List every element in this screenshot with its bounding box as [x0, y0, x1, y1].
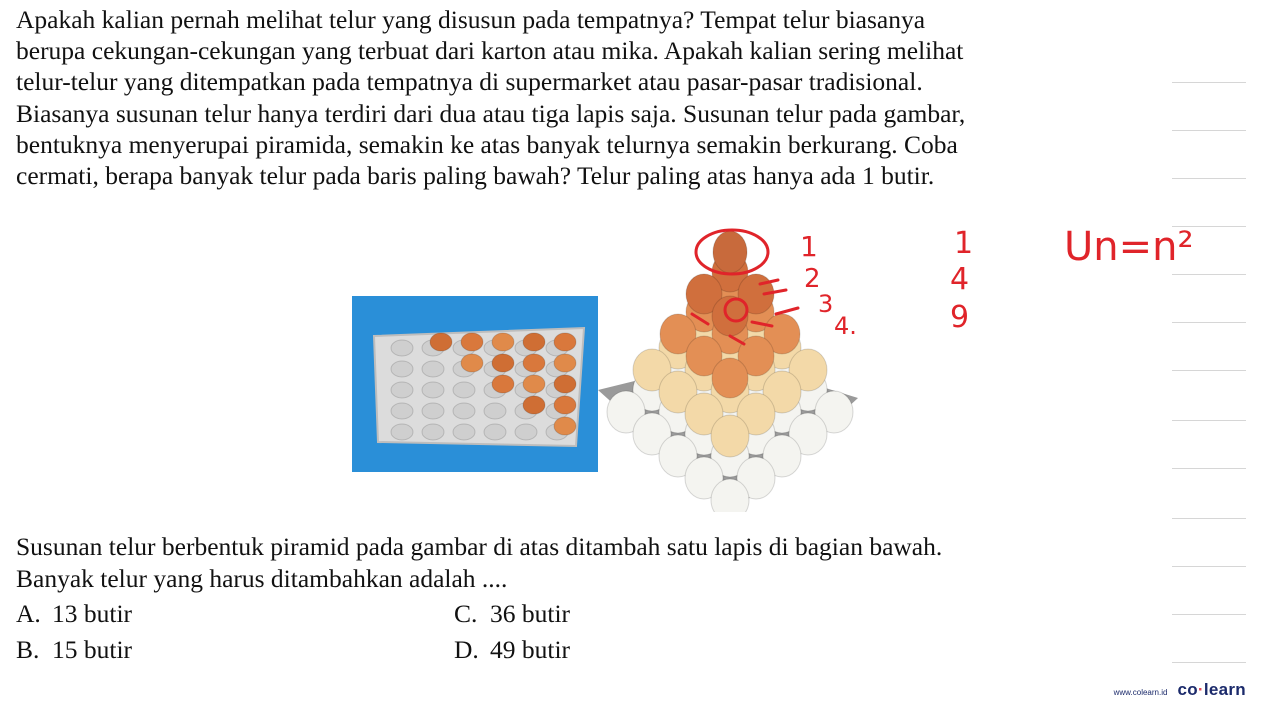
- colearn-logo: co·learn: [1177, 680, 1246, 699]
- dash-mark: [730, 336, 744, 344]
- tray-cup: [422, 361, 444, 377]
- brown-egg: [461, 333, 483, 351]
- tray-cup: [422, 403, 444, 419]
- paragraph-line: Apakah kalian pernah melihat telur yang disusun pada tempatnya? Tempat telur biasanya: [16, 5, 926, 34]
- list-number: 4: [950, 262, 970, 297]
- paragraph-line: cermati, berapa banyak telur pada baris paling bawah? Telur paling atas hanya ada 1 butir.: [16, 161, 935, 191]
- brown-egg: [523, 375, 545, 393]
- brown-egg: [430, 333, 452, 351]
- tray-cup: [453, 382, 475, 398]
- tray-cup: [484, 424, 506, 440]
- option-a[interactable]: [16, 598, 132, 630]
- dash-mark: [764, 290, 786, 294]
- option-b[interactable]: [16, 634, 132, 666]
- tray-cup: [391, 424, 413, 440]
- brown-egg: [523, 354, 545, 372]
- brown-egg: [554, 354, 576, 372]
- circle-mark: [725, 299, 747, 321]
- layer-number: 2: [804, 264, 821, 294]
- dash-mark: [752, 322, 772, 326]
- pyramid-egg: [711, 415, 749, 457]
- brown-egg: [554, 375, 576, 393]
- tray-cup: [453, 403, 475, 419]
- option-letter: B.: [16, 635, 40, 664]
- tray-cup: [391, 382, 413, 398]
- brown-egg: [492, 333, 514, 351]
- brand-url: www.colearn.id: [1113, 688, 1168, 697]
- tray-cup: [391, 403, 413, 419]
- option-d[interactable]: [454, 634, 570, 666]
- option-c[interactable]: [454, 598, 570, 630]
- intro-paragraph: [16, 4, 1176, 191]
- question-text: [16, 531, 942, 595]
- dash-mark: [776, 308, 798, 314]
- layer-number: 1: [800, 230, 818, 263]
- tray-cup: [391, 340, 413, 356]
- option-text: 13 butir: [52, 599, 133, 628]
- tray-cup: [453, 424, 475, 440]
- pyramid-egg: [712, 358, 748, 398]
- option-letter: A.: [16, 599, 41, 628]
- layer-number: 4.: [834, 312, 857, 340]
- dash-mark: [760, 280, 778, 284]
- brand-footer: [1114, 680, 1246, 700]
- brown-egg: [492, 375, 514, 393]
- circle-mark: [696, 230, 768, 274]
- brown-egg: [523, 396, 545, 414]
- tray-cup: [422, 424, 444, 440]
- brown-egg: [554, 417, 576, 435]
- paragraph-line: Biasanya susunan telur hanya terdiri dari dua atau tiga lapis saja. Susunan telur pada gambar,: [16, 98, 966, 128]
- list-number: 9: [950, 300, 970, 335]
- brown-egg: [461, 354, 483, 372]
- option-letter: C.: [454, 599, 478, 628]
- tray-cup: [484, 403, 506, 419]
- brown-egg: [554, 396, 576, 414]
- option-text: 49 butir: [490, 635, 571, 664]
- option-text: 36 butir: [490, 599, 571, 628]
- brown-egg: [523, 333, 545, 351]
- paragraph-line: berupa cekungan-cekungan yang terbuat dari karton atau mika. Apakah kalian sering melihat: [16, 36, 964, 66]
- tray-cup: [515, 424, 537, 440]
- tray-cup: [391, 361, 413, 377]
- brown-egg: [492, 354, 514, 372]
- option-letter: D.: [454, 635, 479, 664]
- brown-egg: [554, 333, 576, 351]
- list-number: 1: [954, 226, 974, 261]
- formula: Un=n²: [1064, 224, 1194, 270]
- question-line: Susunan telur berbentuk piramid pada gambar di atas ditambah satu lapis di bagian bawah.: [16, 532, 943, 561]
- paragraph-line: bentuknya menyerupai piramida, semakin ke atas banyak telurnya semakin berkurang. Coba: [16, 129, 958, 159]
- option-text: 15 butir: [52, 635, 133, 664]
- egg-tray-image: [352, 296, 598, 472]
- layer-number: 3: [818, 290, 834, 318]
- paragraph-line: telur-telur yang ditempatkan pada tempatnya di supermarket atau pasar-pasar tradisional.: [16, 67, 923, 97]
- question-line: Banyak telur yang harus ditambahkan adalah ....: [16, 564, 508, 593]
- tray-cup: [422, 382, 444, 398]
- dash-mark: [692, 314, 708, 324]
